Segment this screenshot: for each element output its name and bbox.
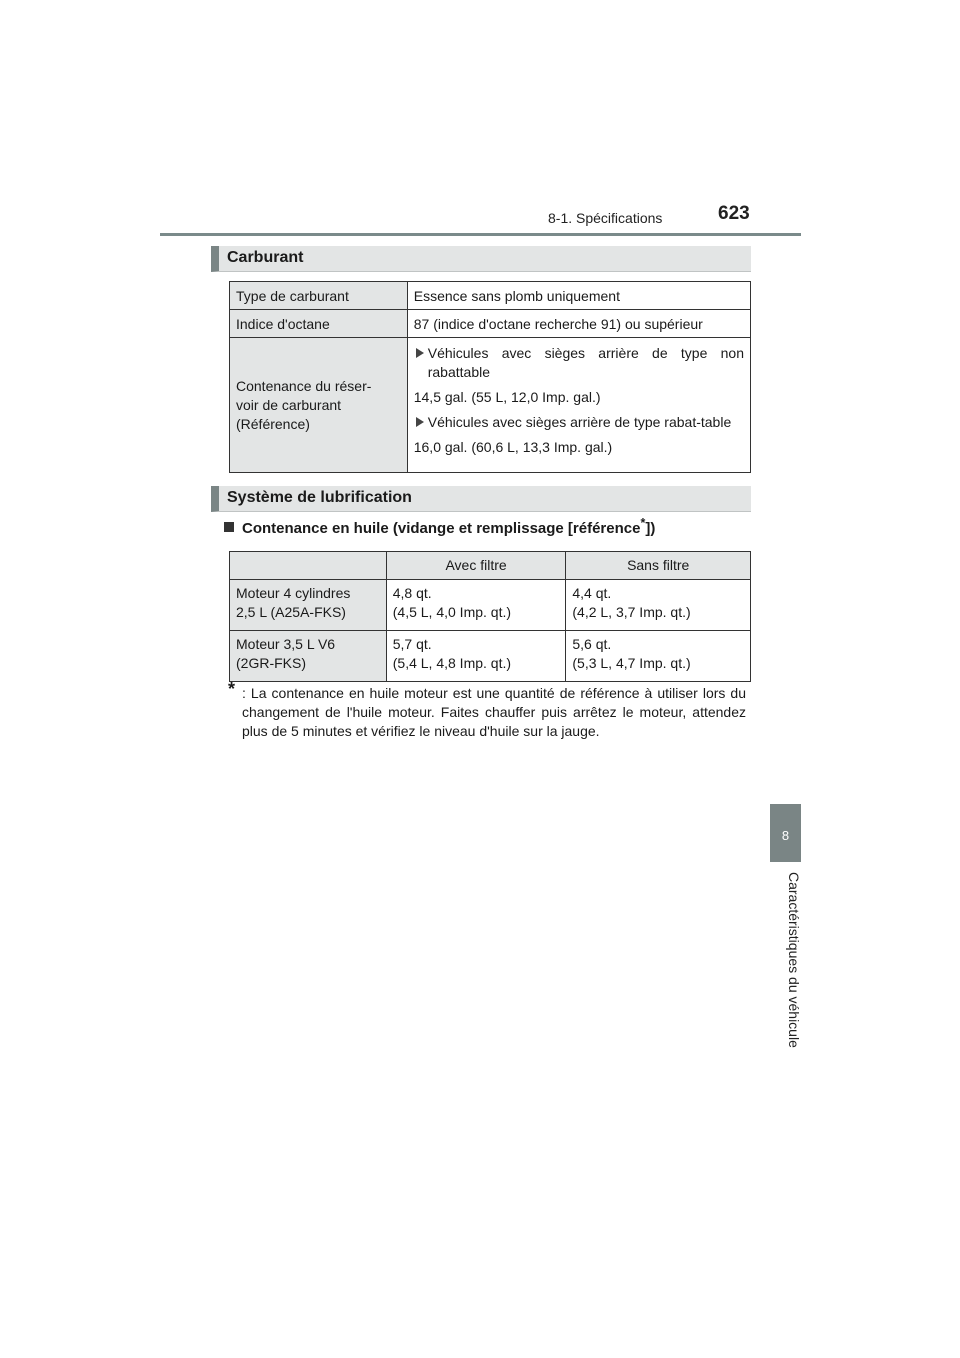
octane-label: Indice d'octane (230, 310, 408, 338)
section-title: 8-1. Spécifications (548, 210, 663, 226)
with-filter-cell: 5,7 qt. (5,4 L, 4,8 Imp. qt.) (386, 631, 566, 682)
fuel-section-title: Carburant (227, 249, 304, 266)
column-header (230, 552, 387, 580)
oil-capacity-table (229, 551, 751, 682)
lubrication-section-heading (211, 486, 751, 512)
table-row (230, 631, 751, 682)
chapter-number: 8 (781, 828, 790, 843)
triangle-bullet-icon (414, 413, 428, 432)
fuel-table (229, 281, 751, 473)
capacity-value: 14,5 gal. (55 L, 12,0 Imp. gal.) (413, 389, 601, 405)
table-row (230, 310, 751, 338)
label-line: Contenance du réser- (236, 377, 372, 394)
capacity-value: 16,0 gal. (60,6 L, 13,3 Imp. gal.) (413, 439, 613, 455)
triangle-bullet-icon (414, 344, 428, 382)
without-filter-cell: 4,4 qt. (4,2 L, 3,7 Imp. qt.) (566, 580, 751, 631)
table-row (230, 282, 751, 310)
footnote (228, 679, 746, 741)
fuel-section-heading (211, 246, 751, 272)
table-row (230, 580, 751, 631)
square-bullet-icon (224, 522, 234, 532)
header-rule (160, 233, 801, 236)
column-header: Avec filtre (386, 552, 566, 580)
list-item: Véhicules avec sièges arrière de type rabat-table (414, 413, 744, 432)
fuel-type-value: Essence sans plomb uniquement (407, 282, 750, 310)
lubrication-section-title: Système de lubrification (227, 489, 412, 506)
fuel-capacity-value (407, 338, 750, 473)
footnote-text: : La contenance en huile moteur est une quantité de référence à utiliser lors du changement de l'huile moteur. Faites chauffer puis arrêtez le moteur, attendez plus de 5 minutes et vérifiez le niveau d'huile sur la jauge. (242, 685, 746, 739)
oil-capacity-subheading: Contenance en huile (vidange et remplissage [référence*]) (224, 516, 655, 537)
table-row (230, 338, 751, 473)
column-header: Sans filtre (566, 552, 751, 580)
label-line: voir de carburant (236, 396, 342, 413)
table-header-row (230, 552, 751, 580)
octane-value: 87 (indice d'octane recherche 91) ou supérieur (407, 310, 750, 338)
page-number: 623 (718, 203, 750, 224)
engine-cell: Moteur 3,5 L V6 (2GR-FKS) (230, 631, 387, 682)
fuel-capacity-label (230, 338, 408, 473)
engine-cell: Moteur 4 cylindres 2,5 L (A25A-FKS) (230, 580, 387, 631)
fuel-type-label: Type de carburant (230, 282, 408, 310)
chapter-tab (770, 804, 801, 862)
footnote-star: * (228, 679, 236, 699)
with-filter-cell: 4,8 qt. (4,5 L, 4,0 Imp. qt.) (386, 580, 566, 631)
label-line: (Référence) (236, 415, 310, 432)
chapter-label: Caractéristiques du véhicule (786, 872, 802, 1048)
list-item: Véhicules avec sièges arrière de type non rabattable (414, 344, 744, 382)
without-filter-cell: 5,6 qt. (5,3 L, 4,7 Imp. qt.) (566, 631, 751, 682)
